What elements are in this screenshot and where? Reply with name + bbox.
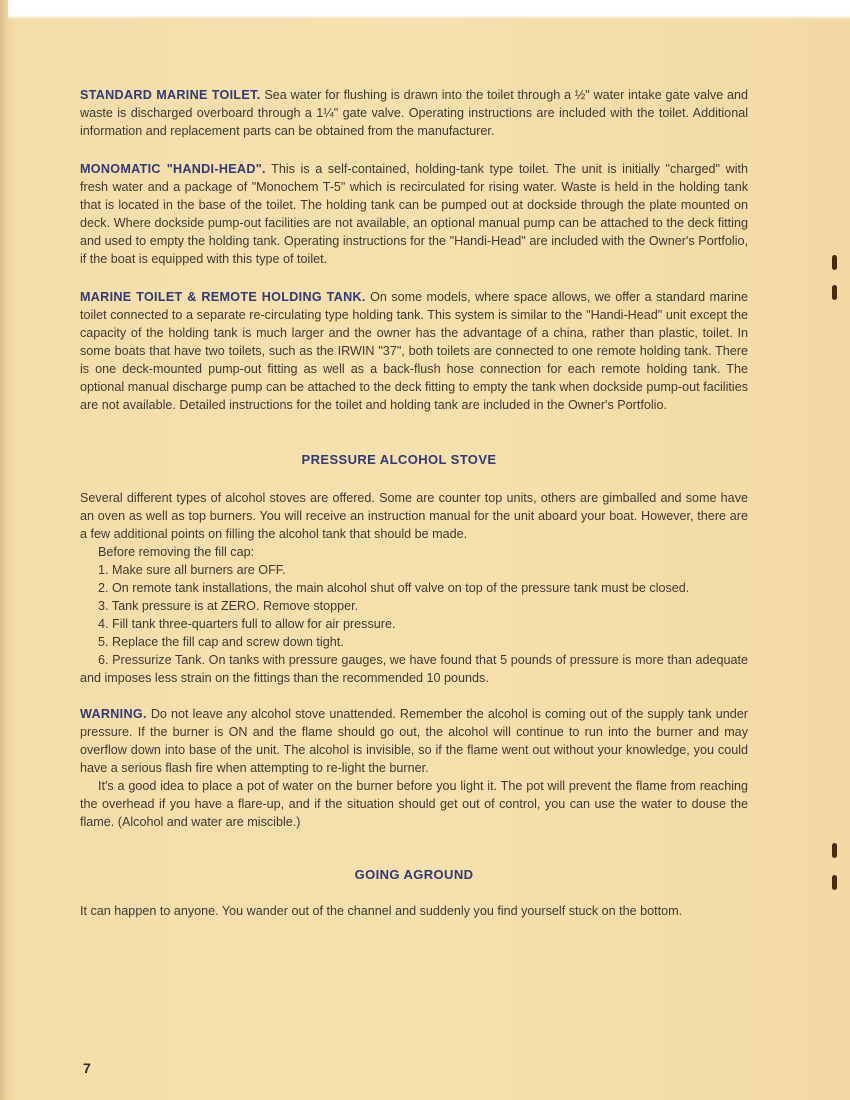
- document-body: [80, 86, 748, 920]
- stove-before-line: Before removing the fill cap:: [98, 545, 255, 559]
- paragraph-warning: [80, 705, 748, 777]
- stove-step-3: 3. Tank pressure is at ZERO. Remove stopper.: [98, 599, 359, 613]
- heading-warning: WARNING.: [80, 707, 147, 721]
- paragraph-aground: It can happen to anyone. You wander out of the channel and suddenly you find yourself stuck on the bottom.: [80, 904, 683, 918]
- heading-handi-head: MONOMATIC "HANDI-HEAD".: [80, 162, 266, 176]
- paragraph-stove-tip: It's a good idea to place a pot of water on the burner before you light it. The pot will prevent the flame from reaching the overhead if you have a flare-up, and if the situation should get out of control, you can use the water to douse the flame. (Alcohol and water are miscible.): [80, 779, 748, 829]
- page-number: 7: [83, 1060, 91, 1076]
- stove-step-6: 6. Pressurize Tank. On tanks with pressure gauges, we have found that 5 pounds of pressure is more than adequate and imposes less strain on the fittings than the recommended 10 pounds.: [80, 653, 748, 685]
- heading-marine-toilet: STANDARD MARINE TOILET.: [80, 88, 261, 102]
- binder-hole-mark: [832, 843, 837, 858]
- text-remote-tank: On some models, where space allows, we offer a standard marine toilet connected to a separate re-circulating type holding tank. This system is similar to the "Handi-Head" unit except the capacity of the holding tank is much larger and the owner has the advantage of a china, rather than plastic, toilet. In some boats that have two toilets, such as the IRWIN "37", both toilets are connected to one remote holding tank. There is one deck-mounted pump-out fitting as well as a back-flush hose connection for each remote holding tank. The optional manual discharge pump can be attached to the deck fitting to empty the tank when dockside pump-out facilities are not available. Detailed instructions for the toilet and holding tank are included in the Owner's Portfolio.: [80, 290, 748, 412]
- stove-step-5: 5. Replace the fill cap and screw down tight.: [98, 635, 344, 649]
- paragraph-remote-tank: [80, 288, 748, 414]
- paper-binding-edge: [0, 0, 8, 1100]
- heading-remote-tank: MARINE TOILET & REMOTE HOLDING TANK.: [80, 290, 366, 304]
- stove-step-4: 4. Fill tank three-quarters full to allow for air pressure.: [98, 617, 396, 631]
- text-warning: Do not leave any alcohol stove unattended. Remember the alcohol is coming out of the supply tank under pressure. If the burner is ON and the flame should go out, the alcohol will continue to run into the burner and may overflow down into base of the unit. The alcohol is invisible, so if the flame went out without your knowledge, you could have a serious flash fire when attempting to re-light the burner.: [80, 707, 748, 775]
- stove-step-1: 1. Make sure all burners are OFF.: [98, 563, 286, 577]
- text-handi-head: This is a self-contained, holding-tank type toilet. The unit is initially "charged" with fresh water and a package of "Monochem T-5" which is recirculated for rising water. Waste is held in the holding tank that is located in the base of the toilet. The holding tank can be pumped out at dockside through the plate mounted on deck. Where dockside pump-out facilities are not available, an optional manual pump can be attached to the deck fitting and used to empty the holding tank. Operating instructions for the "Handi-Head" are included with the Owner's Portfolio, if the boat is equipped with this type of toilet.: [80, 162, 748, 266]
- stove-step-2: 2. On remote tank installations, the main alcohol shut off valve on top of the pressure tank must be closed.: [98, 581, 690, 595]
- binder-hole-mark: [832, 875, 837, 890]
- paragraph-marine-toilet: [80, 86, 748, 140]
- binder-hole-mark: [832, 285, 837, 300]
- paper-top-edge: [0, 0, 850, 20]
- section-title-aground: GOING AGROUND: [354, 867, 474, 882]
- text-marine-toilet: Sea water for flushing is drawn into the toilet through a ½" water intake gate valve and waste is discharged overboard through a 1¼" gate valve. Operating instructions are included with the toilet. Additional information and replacement parts can be obtained from the manufacturer.: [80, 88, 748, 138]
- binder-hole-mark: [832, 255, 837, 270]
- paragraph-handi-head: [80, 160, 748, 268]
- paragraph-stove-intro: Several different types of alcohol stoves are offered. Some are counter top units, others are gimballed and some have an oven as well as top burners. You will receive an instruction manual for the unit aboard your boat. However, there are a few additional points on filling the alcohol tank that should be made.: [80, 491, 748, 541]
- section-title-stove: PRESSURE ALCOHOL STOVE: [301, 452, 497, 467]
